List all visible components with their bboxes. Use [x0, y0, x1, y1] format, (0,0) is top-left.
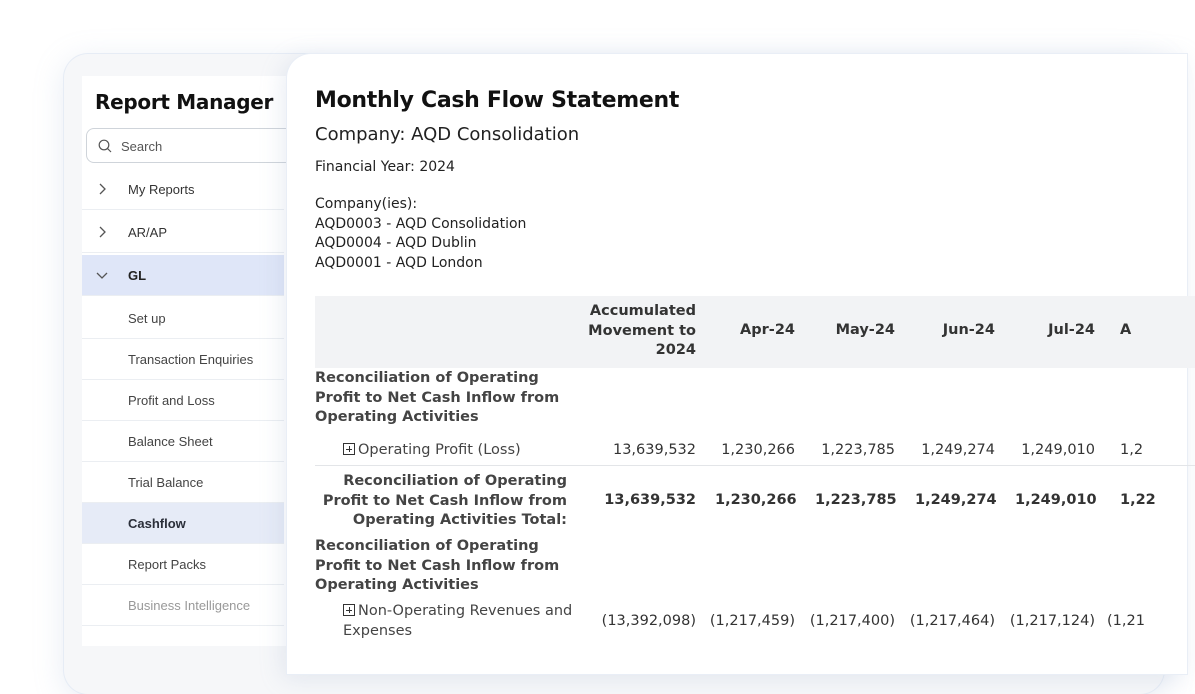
company-entry: AQD0001 - AQD London	[315, 254, 483, 271]
sidebar-title: Report Manager	[95, 90, 274, 114]
table-cell: 1,249,010	[1015, 492, 1097, 508]
company-entry: AQD0003 - AQD Consolidation	[315, 215, 527, 232]
total-row-label: Reconciliation of Operating Profit to Net Cash Inflow from Operating Activities Total:	[322, 473, 567, 528]
table-cell: 1,2	[1120, 442, 1144, 458]
table-cell: 1,230,266	[721, 442, 795, 458]
chevron-right-icon	[96, 182, 108, 196]
search-input[interactable]	[86, 128, 306, 163]
sidebar-item-label: Trial Balance	[128, 475, 204, 490]
table-cell: 1,249,010	[1021, 442, 1095, 458]
sidebar-item-report-packs[interactable]	[82, 544, 284, 585]
search-icon	[98, 139, 112, 153]
column-header-accumulated: Accumulated Movement to 2024	[588, 303, 696, 358]
sidebar-item-profit-and-loss[interactable]	[82, 380, 284, 421]
report-title: Monthly Cash Flow Statement	[315, 88, 680, 113]
sidebar-item-label: Business Intelligence	[128, 598, 251, 613]
company-entry: AQD0004 - AQD Dublin	[315, 235, 477, 251]
sidebar-item-label: Balance Sheet	[128, 434, 213, 449]
report-panel	[287, 54, 1187, 674]
sidebar-item-label: Transaction Enquiries	[128, 352, 254, 367]
sidebar-item-business-intelligence[interactable]	[82, 585, 284, 626]
table-row-label[interactable]	[343, 441, 521, 461]
table-cell: 1,223,785	[815, 492, 897, 508]
report-companies	[315, 195, 526, 273]
row-label-text: Non-Operating Revenues and Expenses	[343, 603, 573, 639]
sidebar-item-label: Set up	[128, 311, 166, 326]
chevron-right-icon	[96, 225, 108, 239]
sidebar-item-label: AR/AP	[128, 225, 168, 240]
sidebar-item-transaction-enquiries[interactable]	[82, 339, 284, 380]
sidebar-item-label: Profit and Loss	[128, 393, 215, 408]
column-header-aug-24: A	[1120, 322, 1132, 338]
table-cell: 1,223,785	[821, 442, 895, 458]
table-cell: 1,22	[1120, 492, 1156, 508]
section-label: Reconciliation of Operating Profit to Net Cash Inflow from Operating Activities	[315, 370, 560, 425]
report-manager-sidebar	[82, 76, 292, 646]
sidebar-item-balance-sheet[interactable]	[82, 421, 284, 462]
sidebar-item-my-reports[interactable]	[82, 169, 284, 210]
column-header-may-24: May-24	[835, 322, 895, 338]
table-cell: (1,21	[1107, 613, 1145, 629]
column-header-jul-24: Jul-24	[1048, 322, 1095, 338]
table-cell: 13,639,532	[604, 492, 696, 508]
sidebar-item-cashflow[interactable]	[82, 503, 284, 544]
report-company: Company: AQD Consolidation	[315, 124, 580, 145]
table-cell: (1,217,124)	[1009, 613, 1095, 629]
report-financial-year: Financial Year: 2024	[315, 159, 455, 175]
companies-label: Company(ies):	[315, 196, 418, 212]
sidebar-item-label: Report Packs	[128, 557, 207, 572]
sidebar-item-gl[interactable]	[82, 255, 284, 296]
table-row-label[interactable]	[343, 602, 573, 641]
table-cell: (1,217,459)	[709, 613, 795, 629]
table-cell: 1,249,274	[921, 442, 995, 458]
expand-icon[interactable]	[343, 604, 355, 616]
sidebar-item-trial-balance[interactable]	[82, 462, 284, 503]
search-placeholder: Search	[121, 139, 163, 154]
sidebar-item-set-up[interactable]	[82, 298, 284, 339]
sidebar-item-label: Cashflow	[128, 516, 186, 531]
section-label: Reconciliation of Operating Profit to Net Cash Inflow from Operating Activities	[315, 538, 560, 593]
table-cell: (13,392,098)	[601, 613, 696, 629]
table-cell: (1,217,464)	[909, 613, 995, 629]
table-cell: 1,249,274	[915, 492, 997, 508]
column-header-apr-24: Apr-24	[740, 322, 795, 338]
row-label-text: Operating Profit (Loss)	[358, 442, 521, 458]
chevron-down-icon	[95, 270, 109, 282]
row-divider	[315, 465, 1195, 466]
sidebar-item-label: GL	[128, 268, 147, 283]
column-header-jun-24: Jun-24	[942, 322, 995, 338]
sidebar-item-ar-ap[interactable]	[82, 212, 284, 253]
table-cell: 13,639,532	[612, 442, 696, 458]
table-cell: (1,217,400)	[809, 613, 895, 629]
sidebar-item-label: My Reports	[128, 182, 195, 197]
table-cell: 1,230,266	[715, 492, 797, 508]
expand-icon[interactable]	[343, 443, 355, 455]
